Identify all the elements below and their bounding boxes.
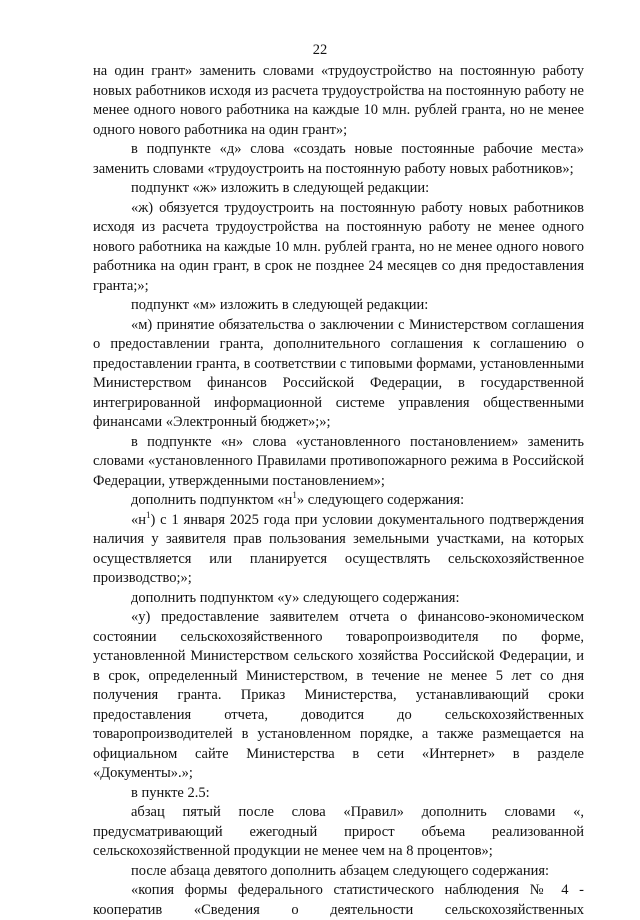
paragraph-subitem-d: в подпункте «д» слова «создать новые постоянные рабочие места» заменить словами «трудоустроить на постоянную работу новых работников»; (93, 141, 584, 177)
paragraph-subitem-n1-intro-before: дополнить подпунктом «н (131, 492, 293, 508)
paragraph-point-2-5: в пункте 2.5: (131, 784, 210, 801)
paragraph-subitem-n1-intro-after: » следующего содержания: (296, 492, 465, 508)
paragraph-fifth-abzats: абзац пятый после слова «Правил» дополнить словами «, предусматривающий ежегодный прирост объема реализованной сельскохозяйственной продукции не менее чем на 8 процентов»; (93, 804, 584, 859)
paragraph-subitem-zh-intro: подпункт «ж» изложить в следующей редакции: (131, 180, 430, 196)
paragraph-subitem-zh-text: «ж) обязуется трудоустроить на постоянную работу новых работников исходя из расчета трудоустройства на постоянную работу не менее одного нового работника на каждые 10 млн. рублей гранта, но не менее одного нового работника на один грант, в срок не позднее 24 месяцев со дня предоставления гранта;»; (93, 199, 584, 294)
paragraph-subitem-u-text: «у) предоставление заявителем отчета о финансово-экономическом состоянии сельскохозяйственного товаропроизводителя по форме, установленной Министерством сельского хозяйства Российской Федерации, и в срок, определенный Министерством, в течение не менее 5 лет со дня получения гранта. Приказ Министерства, устанавливающий сроки предоставления отчета, доводится до сельскохозяйственных товаропроизводителей в установленном порядке, а также размещается на официальном сайте Министерства в сети «Интернет» в разделе «Документы».»; (93, 609, 584, 781)
superscript-one: 1 (292, 490, 297, 501)
paragraph-ninth-abzats: после абзаца девятого дополнить абзацем следующего содержания: (131, 862, 550, 879)
paragraph-subitem-n1-text-after: ) с 1 января 2025 года при условии документального подтверждения наличия у заявителя прав пользования земельными участками, на которых осуществляется или планируется осуществлять сельскохозяйственное производство;»; (93, 511, 584, 586)
paragraph-subitem-u-intro: дополнить подпунктом «у» следующего содержания: (131, 589, 460, 606)
paragraph-subitem-n1-intro (93, 491, 584, 511)
paragraph-subitem-n: в подпункте «н» слова «установленного постановлением» заменить словами «установленного Правилами противопожарного режима в Российской Федерации, утвержденными постановлением»; (93, 433, 584, 489)
page-number: 22 (312, 42, 328, 58)
paragraph-subitem-n1-text-before: «н (131, 511, 147, 528)
paragraph-subitem-n1-text (93, 511, 584, 589)
paragraph-subitem-m-text: «м) принятие обязательства о заключении с Министерством соглашения о предоставлении гранта, дополнительного соглашения к соглашению о предоставлении гранта, в соответствии с типовыми формами, установленными Министерством финансов Российской Федерации, в государственной интегрированной информационной системе управления общественными финансами «Электронный бюджет»;»; (93, 316, 584, 430)
superscript-one: 1 (146, 509, 151, 520)
document-body (93, 62, 584, 920)
paragraph-statistics-form: «копия формы федерального статистического наблюдения № 4 - кооператив «Сведения о деятельности сельскохозяйственных (93, 882, 584, 918)
paragraph-continuation: на один грант» заменить словами «трудоустройство на постоянную работу новых работников исходя из расчета трудоустройства на постоянную работу не менее одного нового работника на каждые 10 млн. рублей гранта, но не менее одного нового работника на один грант»; (93, 63, 584, 138)
paragraph-subitem-m-intro: подпункт «м» изложить в следующей редакции: (131, 297, 429, 313)
